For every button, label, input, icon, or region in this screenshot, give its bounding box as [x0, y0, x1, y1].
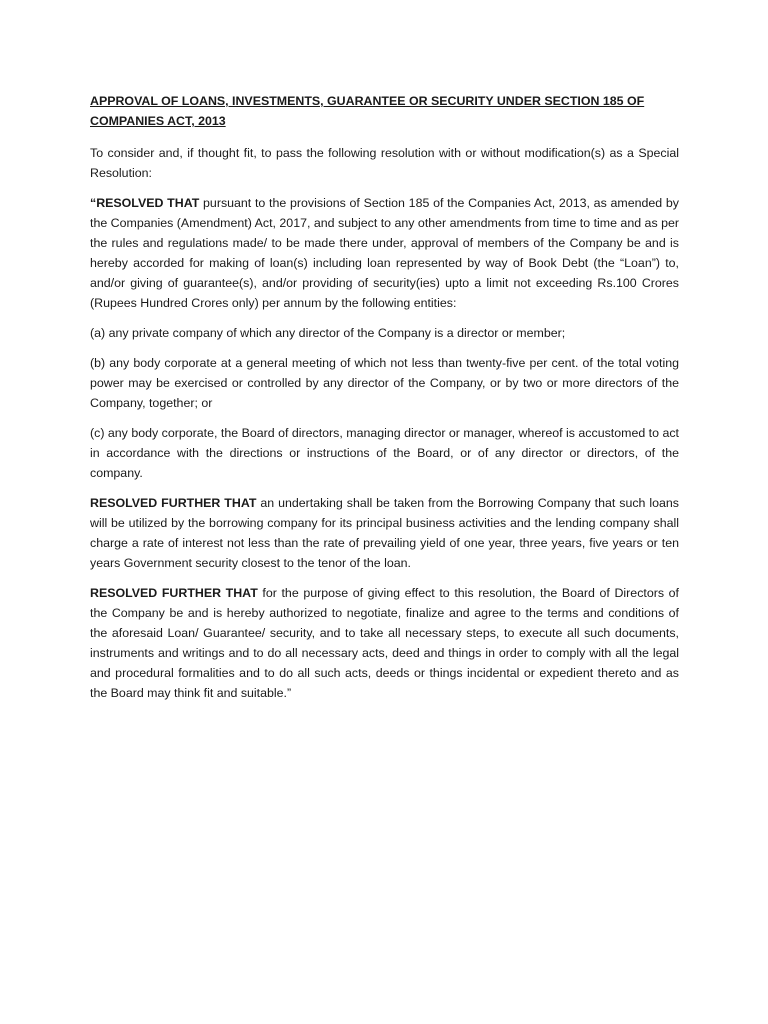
intro-paragraph: To consider and, if thought fit, to pass the following resolution with or without modification(s) as a Special Resolution:: [90, 146, 679, 180]
resolution-text-3: for the purpose of giving effect to this resolution, the Board of Directors of the Company be and is hereby authorized to negotiate, finalize and agree to the terms and conditions of the aforesaid Loan/ Guarantee/ security, and to take all necessary steps, to execute all such documents, instruments and writings and to do all necessary acts, deed and things in order to comply with all the legal and procedural formalities and to do all such acts, deeds or things incidental or expedient thereto and as the Board may think fit and suitable.”: [90, 586, 679, 700]
resolution-lead-1: “RESOLVED THAT: [90, 196, 200, 210]
resolution-paragraph-3: [90, 583, 679, 703]
document-title: APPROVAL OF LOANS, INVESTMENTS, GUARANTEE OR SECURITY UNDER SECTION 185 OF COMPANIES ACT, 2013: [90, 94, 645, 128]
resolution-text-1: pursuant to the provisions of Section 185 of the Companies Act, 2013, as amended by the Companies (Amendment) Act, 2017, and subject to any other amendments from time to time and as per the rules and regulations made/ to be made there under, approval of members of the Company be and is hereby accorded for making of loan(s) including loan represented by way of Book Debt (the “Loan”) to, and/or giving of guarantee(s), and/or providing of security(ies) upto a limit not exceeding Rs.100 Crores (Rupees Hundred Crores only) per annum by the following entities:: [90, 196, 679, 310]
document-page: [90, 91, 679, 713]
resolution-lead-3: RESOLVED FURTHER THAT: [90, 586, 258, 600]
resolution-text-2: an undertaking shall be taken from the Borrowing Company that such loans will be utilized by the borrowing company for its principal business activities and the lending company shall charge a rate of interest not less than the rate of prevailing yield of one year, three years, five years or ten years Government security closest to the tenor of the loan.: [90, 496, 680, 570]
resolution-lead-2: RESOLVED FURTHER THAT: [90, 496, 257, 510]
resolution-paragraph-2: [90, 493, 679, 573]
clause-c: (c) any body corporate, the Board of directors, managing director or manager, whereof is accustomed to act in accordance with the directions or instructions of the Board, or of any director or directors, of the company.: [90, 426, 679, 480]
clause-b: (b) any body corporate at a general meeting of which not less than twenty-five per cent. of the total voting power may be exercised or controlled by any director of the Company, or by two or more directors of the Company, together; or: [90, 356, 679, 410]
resolution-paragraph-1: [90, 193, 679, 313]
clause-a: (a) any private company of which any director of the Company is a director or member;: [90, 326, 566, 340]
